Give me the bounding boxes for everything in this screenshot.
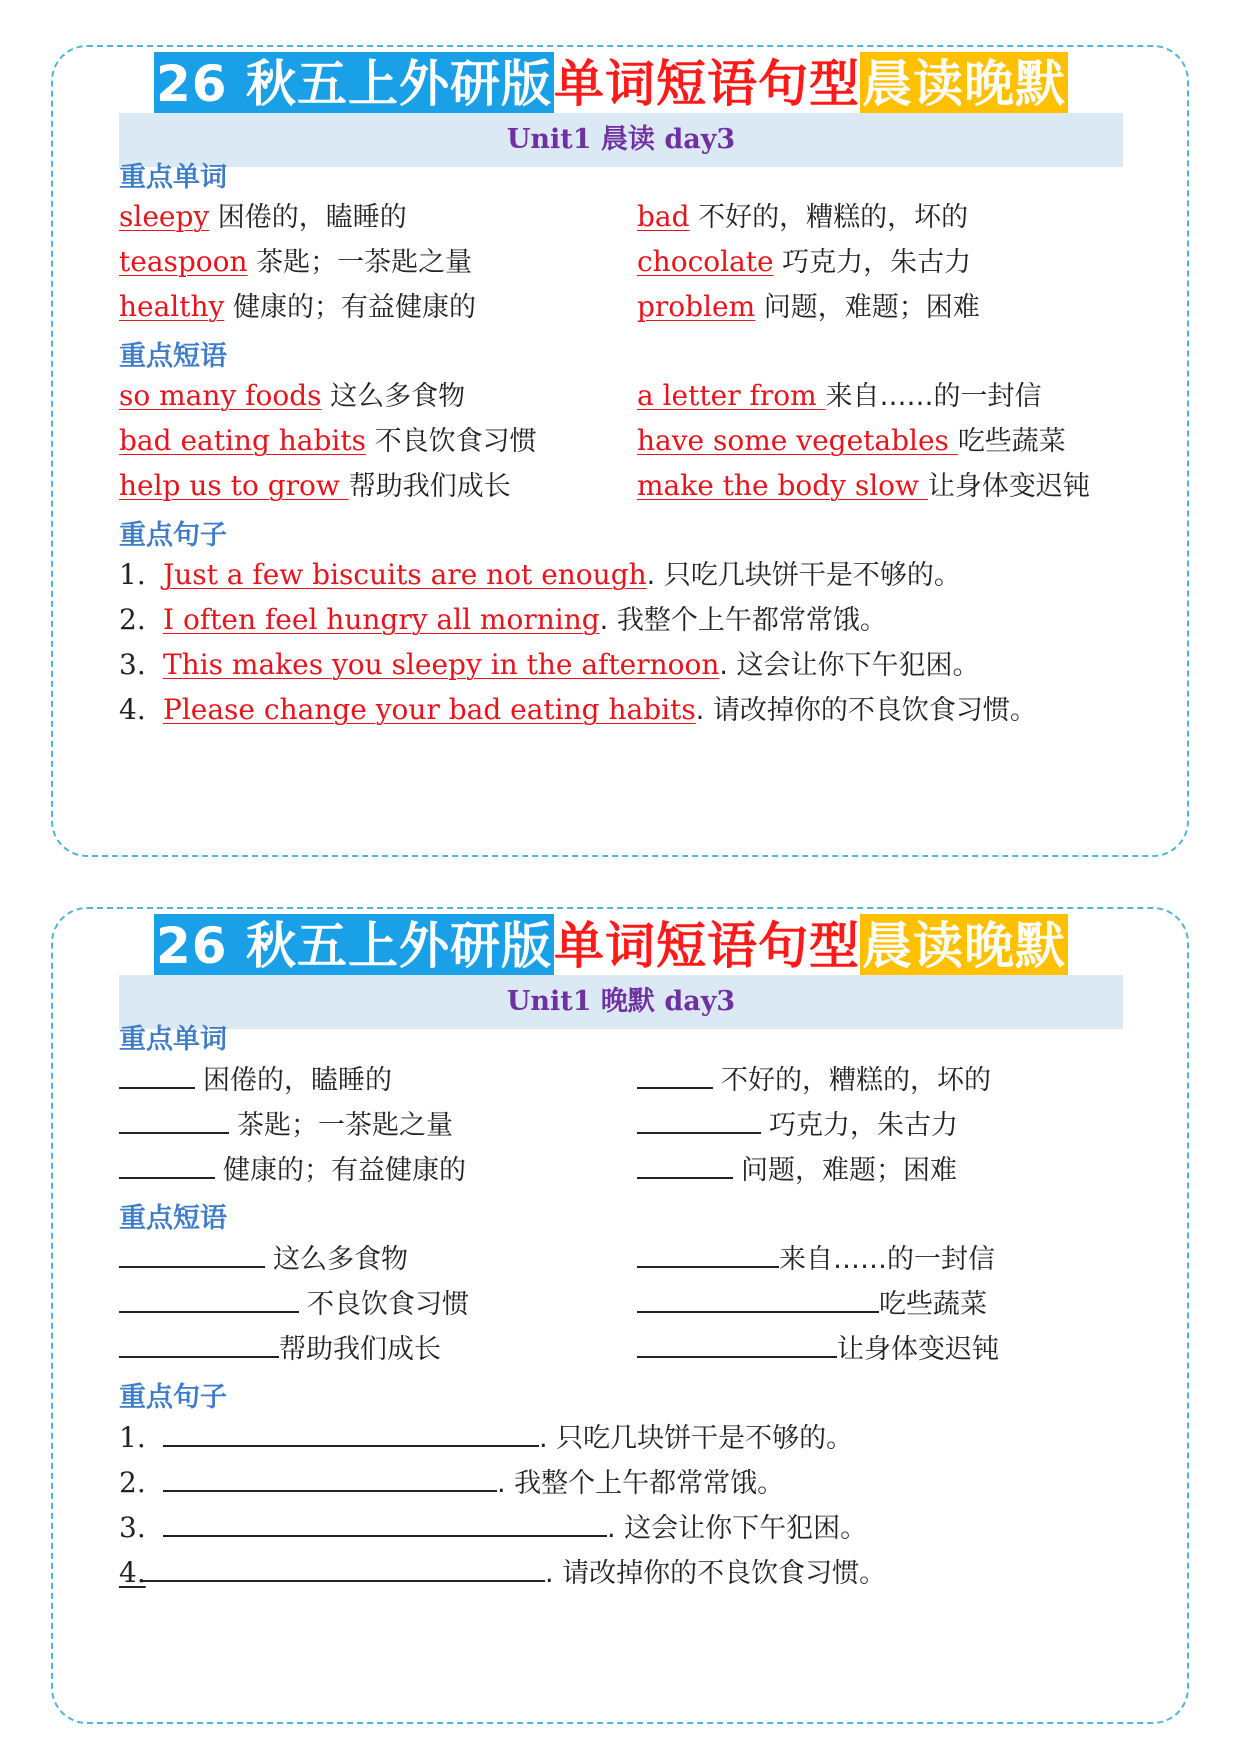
section-title-words: 重点单词 (119, 1024, 227, 1055)
answer-blank[interactable] (637, 1151, 733, 1179)
word-item: healthy 健康的；有益健康的 (119, 290, 476, 323)
banner-part-2: 单词短语句型 (554, 917, 860, 975)
banner-part-3: 晨读晚默 (860, 914, 1068, 978)
word-item: bad 不好的，糟糕的，坏的 (637, 200, 969, 233)
phrase-blank-item: 来自……的一封信 (637, 1240, 995, 1278)
banner-part-2: 单词短语句型 (554, 55, 860, 113)
sentence-item: 3. This makes you sleepy in the afternoon. 这会让你下午犯困。 (119, 648, 980, 681)
word-blank-item: 问题，难题；困难 (637, 1151, 957, 1189)
answer-blank[interactable] (141, 1554, 545, 1582)
word-blank-item: 健康的；有益健康的 (119, 1151, 466, 1189)
phrase-item: so many foods 这么多食物 (119, 379, 466, 412)
word-blank-item: 不好的，糟糕的，坏的 (637, 1061, 991, 1099)
phrase-blank-item: 这么多食物 (119, 1240, 408, 1278)
answer-blank[interactable] (119, 1106, 229, 1134)
word-blank-item: 巧克力，朱古力 (637, 1106, 958, 1144)
answer-blank[interactable] (163, 1509, 607, 1537)
phrase-item: bad eating habits 不良饮食习惯 (119, 424, 537, 457)
sentence-item: 1. Just a few biscuits are not enough. 只吃几块饼干是不够的。 (119, 558, 961, 591)
phrase-item: have some vegetables 吃些蔬菜 (637, 424, 1066, 457)
answer-blank[interactable] (119, 1285, 299, 1313)
phrase-blank-item: 不良饮食习惯 (119, 1285, 469, 1323)
sentence-blank-item: 3. . 这会让你下午犯困。 (119, 1511, 868, 1544)
section-title-sentences: 重点句子 (119, 1382, 227, 1413)
unit-title: Unit1 晚默 day3 (119, 975, 1123, 1029)
unit-title: Unit1 晨读 day3 (119, 113, 1123, 167)
answer-blank[interactable] (637, 1330, 837, 1358)
phrase-blank-item: 让身体变迟钝 (637, 1330, 999, 1368)
section-title-words: 重点单词 (119, 162, 227, 193)
answer-blank[interactable] (119, 1151, 215, 1179)
phrase-item: make the body slow 让身体变迟钝 (637, 469, 1090, 502)
answer-blank[interactable] (119, 1061, 195, 1089)
word-blank-item: 困倦的，瞌睡的 (119, 1061, 392, 1099)
word-item: teaspoon 茶匙；一茶匙之量 (119, 245, 473, 278)
word-item: sleepy 困倦的，瞌睡的 (119, 200, 407, 233)
banner-part-3: 晨读晚默 (860, 52, 1068, 116)
answer-blank[interactable] (163, 1464, 497, 1492)
banner-part-1: 26 秋五上外研版 (154, 52, 554, 116)
morning-reading-card (51, 45, 1189, 857)
word-item: problem 问题，难题；困难 (637, 290, 980, 323)
phrase-blank-item: 吃些蔬菜 (637, 1285, 987, 1323)
answer-blank[interactable] (637, 1106, 761, 1134)
word-blank-item: 茶匙；一茶匙之量 (119, 1106, 453, 1144)
phrase-blank-item: 帮助我们成长 (119, 1330, 441, 1368)
answer-blank[interactable] (119, 1330, 279, 1358)
section-title-phrases: 重点短语 (119, 341, 227, 372)
sentence-item: 2. I often feel hungry all morning. 我整个上午都常常饿。 (119, 603, 887, 636)
sentence-blank-item: 4. . 请改掉你的不良饮食习惯。 (119, 1556, 887, 1589)
worksheet-banner (154, 52, 1068, 116)
answer-blank[interactable] (119, 1240, 265, 1268)
sentence-blank-item: 1. . 只吃几块饼干是不够的。 (119, 1421, 854, 1454)
sentence-item: 4. Please change your bad eating habits. 请改掉你的不良饮食习惯。 (119, 693, 1037, 726)
evening-dictation-card (51, 907, 1189, 1724)
answer-blank[interactable] (637, 1061, 713, 1089)
section-title-phrases: 重点短语 (119, 1203, 227, 1234)
worksheet-banner (154, 914, 1068, 978)
answer-blank[interactable] (637, 1285, 879, 1313)
phrase-item: a letter from 来自……的一封信 (637, 379, 1042, 412)
answer-blank[interactable] (637, 1240, 779, 1268)
section-title-sentences: 重点句子 (119, 520, 227, 551)
phrase-item: help us to grow 帮助我们成长 (119, 469, 511, 502)
banner-part-1: 26 秋五上外研版 (154, 914, 554, 978)
sentence-blank-item: 2. . 我整个上午都常常饿。 (119, 1466, 785, 1499)
answer-blank[interactable] (163, 1419, 539, 1447)
word-item: chocolate 巧克力，朱古力 (637, 245, 972, 278)
